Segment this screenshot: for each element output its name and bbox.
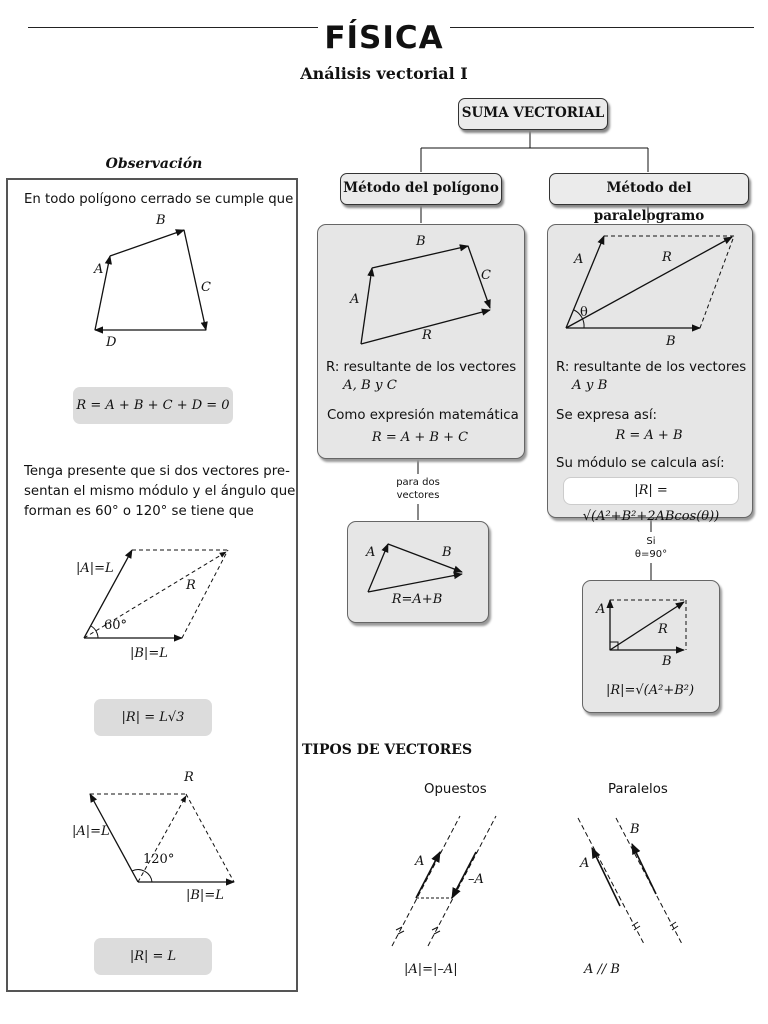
poligono-line1: R: resultante de los vectores bbox=[326, 360, 517, 375]
opuestos-label-neg: –A bbox=[468, 872, 484, 887]
polygon-formula: R = A + B + C + D = 0 bbox=[73, 387, 233, 424]
recto-label-r: R bbox=[658, 622, 668, 637]
poligono-label-r: R bbox=[422, 328, 432, 343]
paralelos-title: Paralelos bbox=[608, 782, 668, 797]
poligono-formula: R = A + B + C bbox=[371, 430, 469, 445]
observacion-note-1: Tenga presente que si dos vectores pre- bbox=[24, 464, 290, 479]
case60-label-r: R bbox=[186, 578, 196, 593]
opuestos-title: Opuestos bbox=[424, 782, 487, 797]
paralelogramo-line2: A y B bbox=[572, 378, 608, 393]
node-metodo-paralelogramo: Método del paralelogramo bbox=[549, 173, 749, 205]
observacion-note-2: sentan el mismo módulo y el ángulo que bbox=[24, 484, 296, 499]
paralelos-label-b: B bbox=[630, 822, 640, 837]
dos-formula: R=A+B bbox=[391, 592, 443, 607]
dos-label-a: A bbox=[366, 545, 376, 560]
case120-label-r: R bbox=[184, 770, 194, 785]
poligono-label-c: C bbox=[481, 268, 491, 283]
polygon-label-d: D bbox=[106, 335, 117, 350]
poligono-label-a: A bbox=[350, 292, 360, 307]
tipos-title: TIPOS DE VECTORES bbox=[302, 742, 473, 758]
paralelos-formula: A // B bbox=[584, 962, 620, 977]
paralelogramo-line1: R: resultante de los vectores bbox=[556, 360, 747, 375]
case120-angle: 120° bbox=[143, 852, 175, 867]
observacion-intro: En todo polígono cerrado se cumple que bbox=[24, 192, 294, 207]
paralelogramo-formula: R = A + B bbox=[615, 428, 683, 443]
poligono-line3: Como expresión matemática bbox=[327, 408, 519, 423]
paralelogramo-line3: Se expresa así: bbox=[556, 408, 658, 423]
paralelogramo-label-b: B bbox=[666, 334, 676, 349]
connector-theta-90: θ=90° bbox=[634, 549, 668, 560]
poligono-label-b: B bbox=[416, 234, 426, 249]
opuestos-label-a: A bbox=[415, 854, 425, 869]
paralelogramo-theta: θ bbox=[580, 305, 588, 320]
observacion-title: Observación bbox=[105, 156, 203, 172]
case60-label-b: |B|=L bbox=[130, 646, 168, 661]
connector-si: Si bbox=[646, 536, 656, 547]
case120-result: |R| = L bbox=[94, 938, 212, 975]
paralelogramo-label-a: A bbox=[574, 252, 584, 267]
case60-label-a: |A|=L bbox=[76, 561, 114, 576]
page-subtitle: Análisis vectorial I bbox=[300, 64, 468, 83]
node-suma-vectorial: SUMA VECTORIAL bbox=[458, 98, 608, 130]
node-metodo-poligono: Método del polígono bbox=[340, 173, 502, 205]
recto-label-b: B bbox=[662, 654, 672, 669]
paralelogramo-modulo: |R| = √(A²+B²+2ABcos(θ)) bbox=[563, 477, 739, 505]
polygon-label-c: C bbox=[201, 280, 211, 295]
dos-label-b: B bbox=[442, 545, 452, 560]
polygon-label-b: B bbox=[156, 213, 166, 228]
paralelogramo-label-r: R bbox=[662, 250, 672, 265]
case120-label-b: |B|=L bbox=[186, 888, 224, 903]
recto-formula: |R|=√(A²+B²) bbox=[605, 683, 695, 698]
case60-result: |R| = L√3 bbox=[94, 699, 212, 736]
connector-para-dos: para dos bbox=[396, 477, 440, 488]
observacion-note-3: forman es 60° o 120° se tiene que bbox=[24, 504, 254, 519]
opuestos-formula: |A|=|–A| bbox=[404, 962, 458, 977]
polygon-label-a: A bbox=[94, 262, 104, 277]
case120-label-a: |A|=L bbox=[72, 824, 110, 839]
paralelogramo-line4: Su módulo se calcula así: bbox=[556, 456, 725, 471]
page-title: FÍSICA bbox=[0, 20, 768, 56]
connector-vectores: vectores bbox=[396, 490, 440, 501]
recto-label-a: A bbox=[596, 602, 606, 617]
poligono-line2: A, B y C bbox=[343, 378, 397, 393]
paralelos-label-a: A bbox=[580, 856, 590, 871]
case60-angle: 60° bbox=[104, 618, 128, 633]
